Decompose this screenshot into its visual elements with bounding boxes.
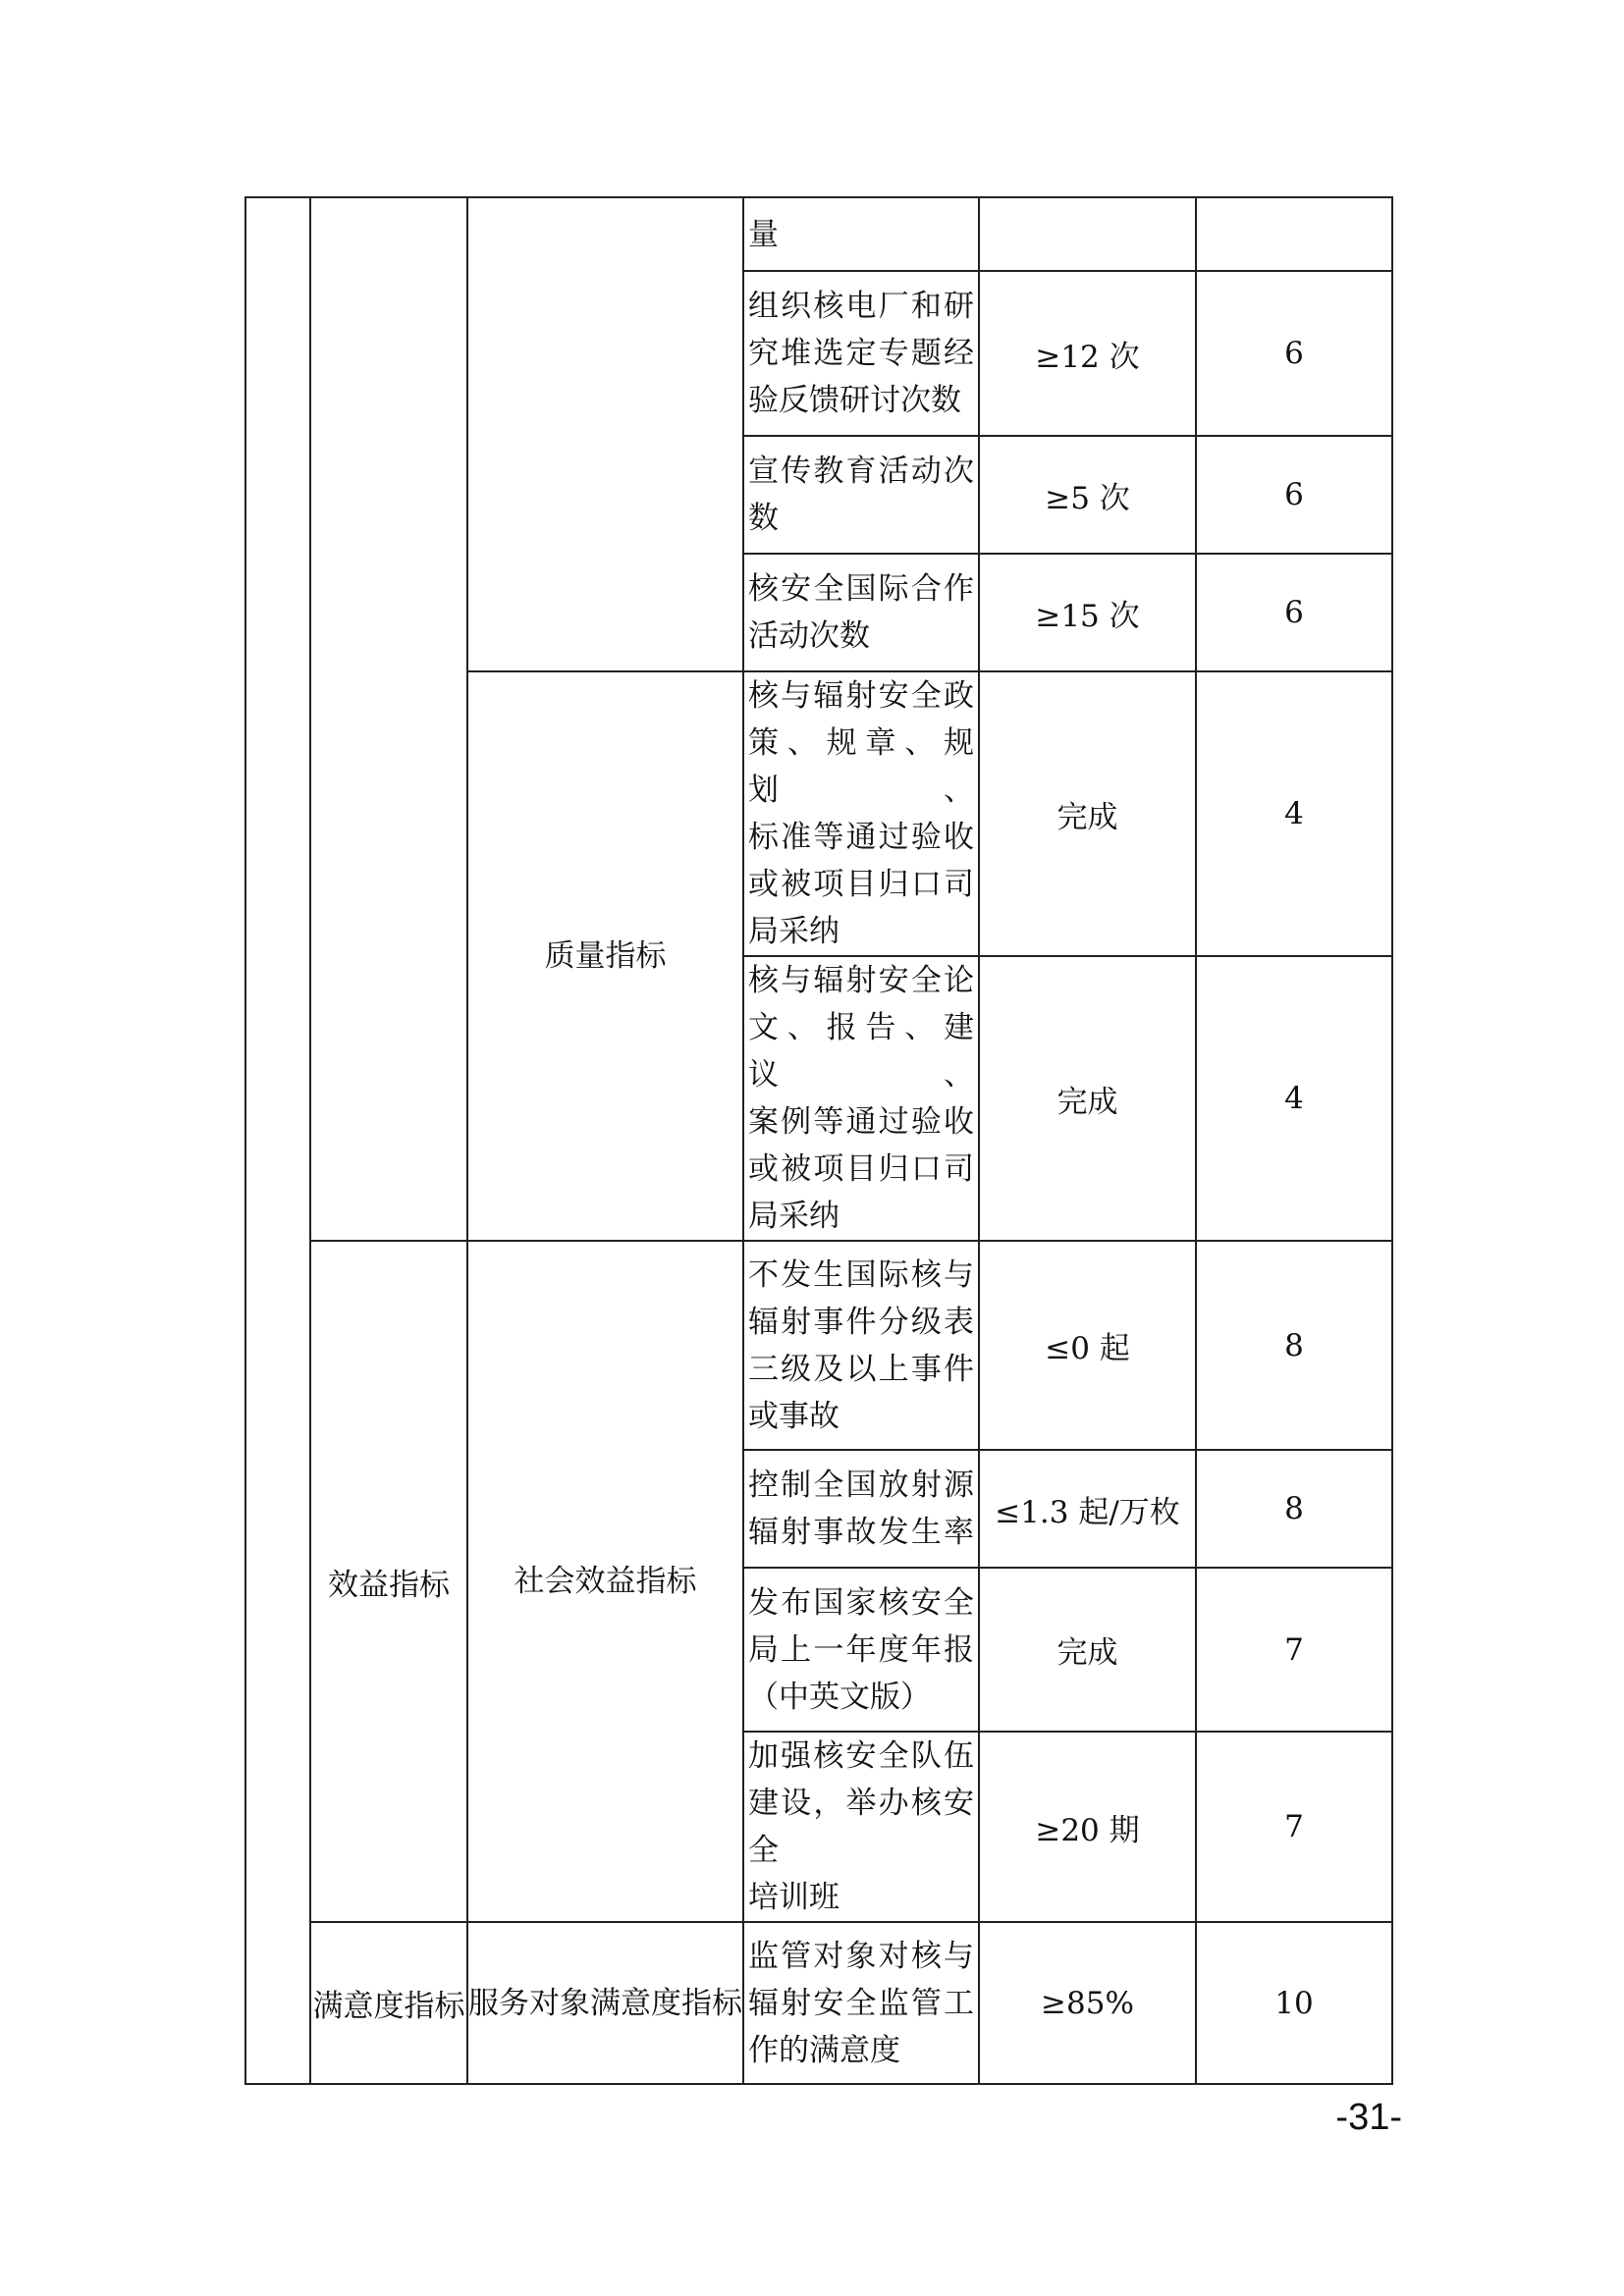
- target-cell: ≥5 次: [979, 436, 1196, 554]
- target-cell: ≥15 次: [979, 554, 1196, 671]
- indicator-line: 或事故: [748, 1398, 839, 1434]
- indicator-line: 局采纳: [748, 914, 839, 949]
- indicator-cell: [743, 271, 979, 436]
- indicator-line: 作的满意度: [748, 2032, 900, 2068]
- weight-cell: 6: [1196, 271, 1392, 436]
- indicator-cell: [743, 671, 979, 956]
- indicator-cell: [743, 554, 979, 671]
- indicator-line: 三级及以上事件: [748, 1351, 974, 1387]
- indicator-cell: [743, 436, 979, 554]
- indicator-line: 宣传教育活动次: [748, 454, 974, 489]
- indicator-cell: [743, 1732, 979, 1922]
- table-row: [245, 1922, 1392, 2084]
- indicator-line: 培训班: [748, 1880, 839, 1915]
- blank-level1-cell: [310, 197, 467, 1241]
- weight-cell: 4: [1196, 671, 1392, 956]
- target-cell: ≥20 期: [979, 1732, 1196, 1922]
- target-cell: [979, 197, 1196, 271]
- indicator-line: 辐射安全监管工: [748, 1985, 974, 2021]
- page-number: -31-: [1335, 2097, 1402, 2138]
- indicator-line: 案例等通过验收: [748, 1104, 974, 1140]
- indicator-line: 监管对象对核与: [748, 1938, 974, 1974]
- target-cell: 完成: [979, 1568, 1196, 1732]
- target-cell: 完成: [979, 956, 1196, 1241]
- quality-indicator-label: 质量指标: [467, 671, 743, 1241]
- indicator-line: 或被项目归口司: [748, 1151, 974, 1187]
- weight-cell: 8: [1196, 1241, 1392, 1450]
- indicator-line: 局上一年度年报: [748, 1631, 974, 1668]
- indicator-line: 不发生国际核与: [748, 1256, 974, 1293]
- indicator-line: 发布国家核安全: [748, 1584, 974, 1621]
- indicator-cell: [743, 1922, 979, 2084]
- blank-first-column: [245, 197, 310, 2084]
- indicator-line: 辐射事件分级表: [748, 1304, 974, 1340]
- table-row: [245, 197, 1392, 271]
- indicator-line: 核与辐射安全政: [748, 678, 974, 714]
- indicator-line: 或被项目归口司: [748, 867, 974, 902]
- target-cell: ≥85%: [979, 1922, 1196, 2084]
- indicator-line: 数: [748, 501, 779, 536]
- indicator-cell: [743, 956, 979, 1241]
- indicator-line: 组织核电厂和研: [748, 289, 974, 324]
- weight-cell: 6: [1196, 436, 1392, 554]
- indicator-line: 活动次数: [748, 618, 870, 654]
- indicator-line: 局采纳: [748, 1199, 839, 1234]
- weight-cell: 7: [1196, 1568, 1392, 1732]
- indicator-cell: [743, 1568, 979, 1732]
- benefit-indicator-label: 效益指标: [310, 1241, 467, 1922]
- indicator-cell: [743, 197, 979, 271]
- indicator-line: 核安全国际合作: [748, 571, 974, 607]
- weight-cell: [1196, 197, 1392, 271]
- social-benefit-indicator-label: 社会效益指标: [467, 1241, 743, 1922]
- indicator-line: 建设，举办核安全: [748, 1786, 974, 1868]
- target-cell: ≤0 起: [979, 1241, 1196, 1450]
- indicator-line: 加强核安全队伍: [748, 1738, 974, 1774]
- performance-indicator-table: [244, 196, 1393, 2085]
- weight-cell: 6: [1196, 554, 1392, 671]
- indicator-line: 验反馈研讨次数: [748, 383, 961, 418]
- table-row: [245, 1241, 1392, 1450]
- target-cell: 完成: [979, 671, 1196, 956]
- weight-cell: 10: [1196, 1922, 1392, 2084]
- indicator-line: 究堆选定专题经: [748, 336, 974, 371]
- satisfaction-indicator-label: 满意度指标: [310, 1922, 467, 2084]
- indicator-cell: [743, 1241, 979, 1450]
- target-cell: ≥12 次: [979, 271, 1196, 436]
- indicator-line: 核与辐射安全论: [748, 963, 974, 998]
- blank-level2-cell: [467, 197, 743, 671]
- indicator-line: 量: [748, 216, 779, 252]
- target-cell: ≤1.3 起/万枚: [979, 1450, 1196, 1568]
- indicator-line: 辐射事故发生率: [748, 1515, 974, 1550]
- indicator-line: 标准等通过验收: [748, 820, 974, 855]
- indicator-line: 文、报告、建议、: [748, 1010, 974, 1093]
- indicator-line: （中英文版）: [748, 1679, 931, 1715]
- service-satisfaction-indicator-label: 服务对象满意度指标: [467, 1922, 743, 2084]
- indicator-line: 控制全国放射源: [748, 1468, 974, 1503]
- weight-cell: 7: [1196, 1732, 1392, 1922]
- indicator-line: 策、规章、规划、: [748, 725, 974, 808]
- indicator-cell: [743, 1450, 979, 1568]
- weight-cell: 8: [1196, 1450, 1392, 1568]
- weight-cell: 4: [1196, 956, 1392, 1241]
